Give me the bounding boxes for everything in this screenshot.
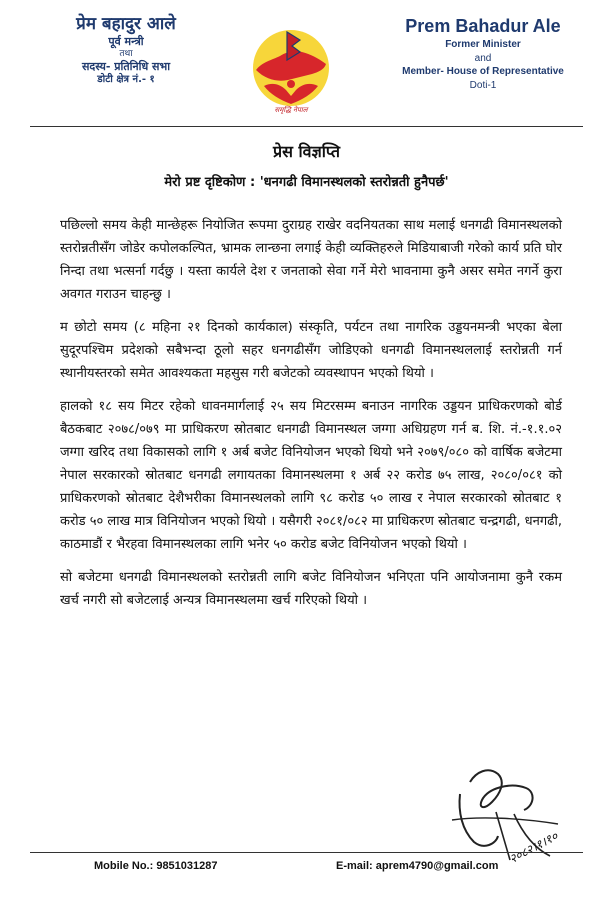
letterhead-former-minister-english: Former Minister	[445, 39, 521, 51]
letterhead-and-english: and	[474, 52, 492, 64]
footer-divider	[30, 852, 583, 853]
logo-caption: समृद्धि नेपाल	[274, 106, 308, 114]
letterhead-name-nepali: प्रेम बहादुर आले	[76, 14, 176, 34]
letterhead-constituency-english: Doti-1	[469, 79, 497, 91]
party-logo	[246, 24, 336, 120]
document-subtitle: मेरो प्रष्ट दृष्टिकोण : 'धनगढी विमानस्थलको स्तरोन्नती हुनैपर्छ'	[164, 175, 449, 190]
body-paragraph: पछिल्लो समय केही मान्छेहरू नियोजित रूपमा दुराग्रह राखेर वदनियतका साथ मलाई धनगढी विमानस्थलको स्तरोन्नतीसँग जोडेर कपोलकल्पित, भ्रामक लान्छना लगाई केही व्यक्तिहरुले मिडियाबाजी गरेको कार्य प्रति घोर निन्दा तथा भत्सर्ना गर्दछु । यस्ता कार्यले देश र जनताको सेवा गर्ने मेरो भावनामा कुनै असर समेत नगर्ने कुरा अवगत गराउन चाहन्छु ।	[60, 218, 562, 302]
body-paragraph: सो बजेटमा धनगढी विमानस्थलको स्तरोन्नती लागि बजेट विनियोजन भनिएता पनि आयोजनामा कुनै रकम खर्च नगरी सो बजेटलाई अन्यत्र विमानस्थलमा खर्च गरिएको थियो ।	[60, 570, 562, 608]
letterhead-former-minister-nepali: पूर्व मन्त्री	[108, 35, 144, 49]
footer-email: E-mail: aprem4790@gmail.com	[336, 860, 499, 872]
header-divider	[30, 126, 583, 127]
body-paragraph: हालको १८ सय मिटर रहेको धावनमार्गलाई २५ सय मिटरसम्म बनाउन नागरिक उड्डयन प्राधिकरणको बोर्ड बैठकबाट २०७८/०७९ मा प्राधिकरण स्रोतबाट धनगढी विमानस्थल जग्गा अधिग्रहण गर्न ब. शि. नं.-१.१.०२ जग्गा खरिद तथा विकासको लागि १ अर्ब बजेट विनियोजन भएको थियो भने २०७९/०८० को वार्षिक बजेटमा नेपाल सरकारको स्रोतबाट धनगढी लगायतका विमानस्थलमा १ अर्ब २२ करोड ७५ लाख, २०८०/०८१ को प्राधिकरणको स्रोतबाट देशैभरीका विमानस्थलको लागि ९८ करोड ५० लाख र नेपाल सरकारको स्रोतबाट १ करोड ५० लाख मात्र विनियोजन भएको थियो । यसैगरी २०८१/०८२ मा प्राधिकरण स्रोतबाट चन्द्रगढी, धनगढी, काठमाडौं र भैरहवा विमानस्थलका लागि भनेर ५० करोड बजेट विनियोजन भएको थियो ।	[60, 399, 562, 552]
letterhead-english	[383, 14, 583, 92]
letterhead-and-nepali: तथा	[119, 49, 133, 59]
letterhead-member-english: Member- House of Representative	[402, 66, 564, 78]
footer-mobile: Mobile No.: 9851031287	[94, 860, 218, 872]
letterhead-constituency-nepali: डोटी क्षेत्र नं.- १	[97, 74, 155, 85]
letterhead-member-nepali: सदस्य- प्रतिनिधि सभा	[81, 60, 171, 74]
letterhead-nepali	[36, 14, 216, 87]
document-title: प्रेस विज्ञप्ति	[273, 142, 340, 161]
body-paragraph: म छोटो समय (८ महिना २१ दिनको कार्यकाल) संस्कृति, पर्यटन तथा नागरिक उड्डयनमन्त्री भएका बेला सुदूरपश्चिम प्रदेशको सबैभन्दा ठूलो सहर धनगढीसँग जोडिएको धनगढी विमानस्थललाई स्तरोन्नती गर्न स्थानीयस्तरको समेत आवश्यकता महसुस गरी बजेटको व्यवस्थापन भएको थियो ।	[60, 320, 562, 381]
letterhead-name-english: Prem Bahadur Ale	[405, 16, 561, 36]
document-body	[60, 214, 562, 622]
signature-date: २०८२।१।१०	[506, 828, 561, 867]
